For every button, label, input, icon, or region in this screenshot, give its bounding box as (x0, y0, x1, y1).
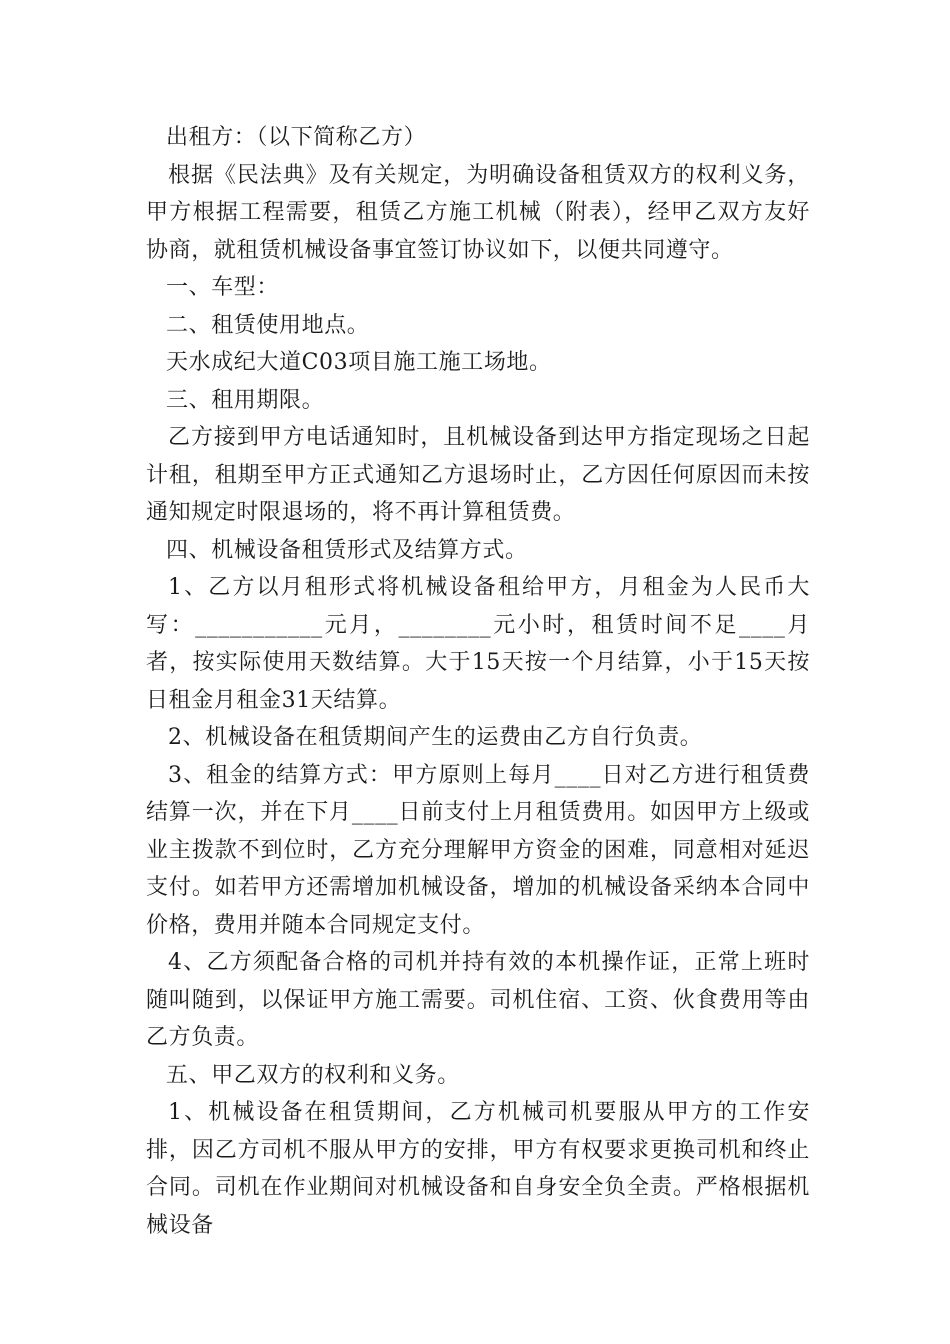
lessor-line: 出租方：（以下简称乙方） (166, 125, 427, 150)
document-body (146, 119, 810, 1244)
clause-5-1: 1、机械设备在租赁期间，乙方机械司机要服从甲方的工作安排，因乙方司机不服从甲方的安排，甲方有权要求更换司机和终止合同。司机在作业期间对机械设备和自身安全负全责。严格根据机械设备 (146, 1100, 810, 1238)
clause-4-2: 2、机械设备在租赁期间产生的运费由乙方自行负责。 (168, 725, 703, 750)
section-1-heading: 一、车型： (166, 275, 280, 300)
preamble-paragraph: 根据《民法典》及有关规定，为明确设备租赁双方的权利义务，甲方根据工程需要，租赁乙方施工机械（附表），经甲乙双方友好协商，就租赁机械设备事宜签订协议如下，以便共同遵守。 (146, 162, 810, 263)
section-3-heading: 三、租用期限。 (166, 387, 325, 413)
clause-4-3: 3、租金的结算方式：甲方原则上每月____日对乙方进行租赁费结算一次，并在下月____日前支付上月租赁费用。如因甲方上级或业主拨款不到位时，乙方充分理解甲方资金的困难，同意相对延迟支付。如若甲方还需增加机械设备，增加的机械设备采纳本合同中价格，费用并随本合同规定支付。 (146, 762, 810, 938)
section-4-heading: 四、机械设备租赁形式及结算方式。 (166, 537, 528, 563)
clause-4-4: 4、乙方须配备合格的司机并持有效的本机操作证，正常上班时随叫随到，以保证甲方施工需要。司机住宿、工资、伙食费用等由乙方负责。 (146, 950, 810, 1050)
location-paragraph: 天水成纪大道C03项目施工施工场地。 (166, 350, 552, 375)
section-2-heading: 二、租赁使用地点。 (166, 312, 370, 338)
section-5-heading: 五、甲乙双方的权利和义务。 (166, 1062, 460, 1088)
clause-4-1: 1、乙方以月租形式将机械设备租给甲方，月租金为人民币大写：___________元月，________元小时，租赁时间不足____月者，按实际使用天数结算。大于15天按一个月结算，小于15天按日租金月租金31天结算。 (146, 575, 810, 713)
term-paragraph: 乙方接到甲方电话通知时，且机械设备到达甲方指定现场之日起计租，租期至甲方正式通知乙方退场时止，乙方因任何原因而未按通知规定时限退场的，将不再计算租赁费。 (146, 425, 810, 525)
